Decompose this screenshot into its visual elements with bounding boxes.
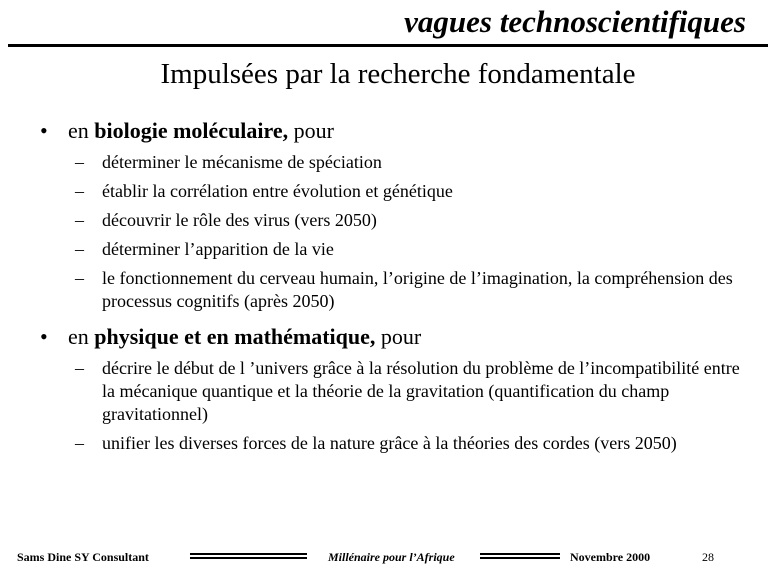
footer-date: Novembre 2000 [570,550,651,564]
slide-header-title: vagues technoscientifiques [404,4,746,39]
list-item-text: établir la corrélation entre évolution et génétique [102,181,453,201]
header-divider [8,44,768,47]
list-item-text: déterminer l’apparition de la vie [102,239,334,259]
slide-subtitle: Impulsées par la recherche fondamentale [160,58,636,90]
bullet-biology [38,117,743,145]
list-item-text: décrire le début de l ’univers grâce à la résolution du problème de l’incompatibilité entre la mécanique quantique et la théorie de la gravitation (quantification du champ gravitationnel) [102,358,740,424]
list-item [38,238,743,261]
bullet-bold-topic: biologie moléculaire, [94,118,289,143]
list-item-text: unifier les diverses forces de la nature grâce à la théories des cordes (vers 2050) [102,433,677,453]
bullet-suffix: pour [375,324,422,349]
dash-icon: – [75,210,84,230]
footer-divider-bar [480,553,560,559]
page-number: 28 [702,550,714,564]
list-item [38,357,743,426]
bullet-prefix: en [68,118,95,143]
list-item [38,267,743,313]
dash-icon: – [75,433,84,453]
dash-icon: – [75,181,84,201]
footer-divider-bar [190,553,307,559]
dash-icon: – [75,239,84,259]
bullet-suffix: pour [288,118,334,143]
bullet-physics [38,323,743,351]
list-item-text: le fonctionnement du cerveau humain, l’origine de l’imagination, la compréhension des processus cognitifs (après 2050) [102,268,733,311]
list-item [38,209,743,232]
bullet-dot-icon: • [40,118,48,143]
bullet-dot-icon: • [40,324,48,349]
bullet-bold-topic: physique et en mathématique, [94,324,376,349]
list-item [38,151,743,174]
dash-icon: – [75,268,84,288]
section-biology [38,117,743,313]
slide-content [38,117,743,455]
list-item [38,180,743,203]
dash-icon: – [75,152,84,172]
footer-event: Millénaire pour l’Afrique [328,550,455,564]
section-physics [38,323,743,455]
list-item-text: découvrir le rôle des virus (vers 2050) [102,210,377,230]
list-item [38,432,743,455]
list-item-text: déterminer le mécanisme de spéciation [102,152,382,172]
bullet-prefix: en [68,324,95,349]
slide-footer [0,550,768,566]
footer-author: Sams Dine SY Consultant [17,550,149,564]
dash-icon: – [75,358,84,378]
